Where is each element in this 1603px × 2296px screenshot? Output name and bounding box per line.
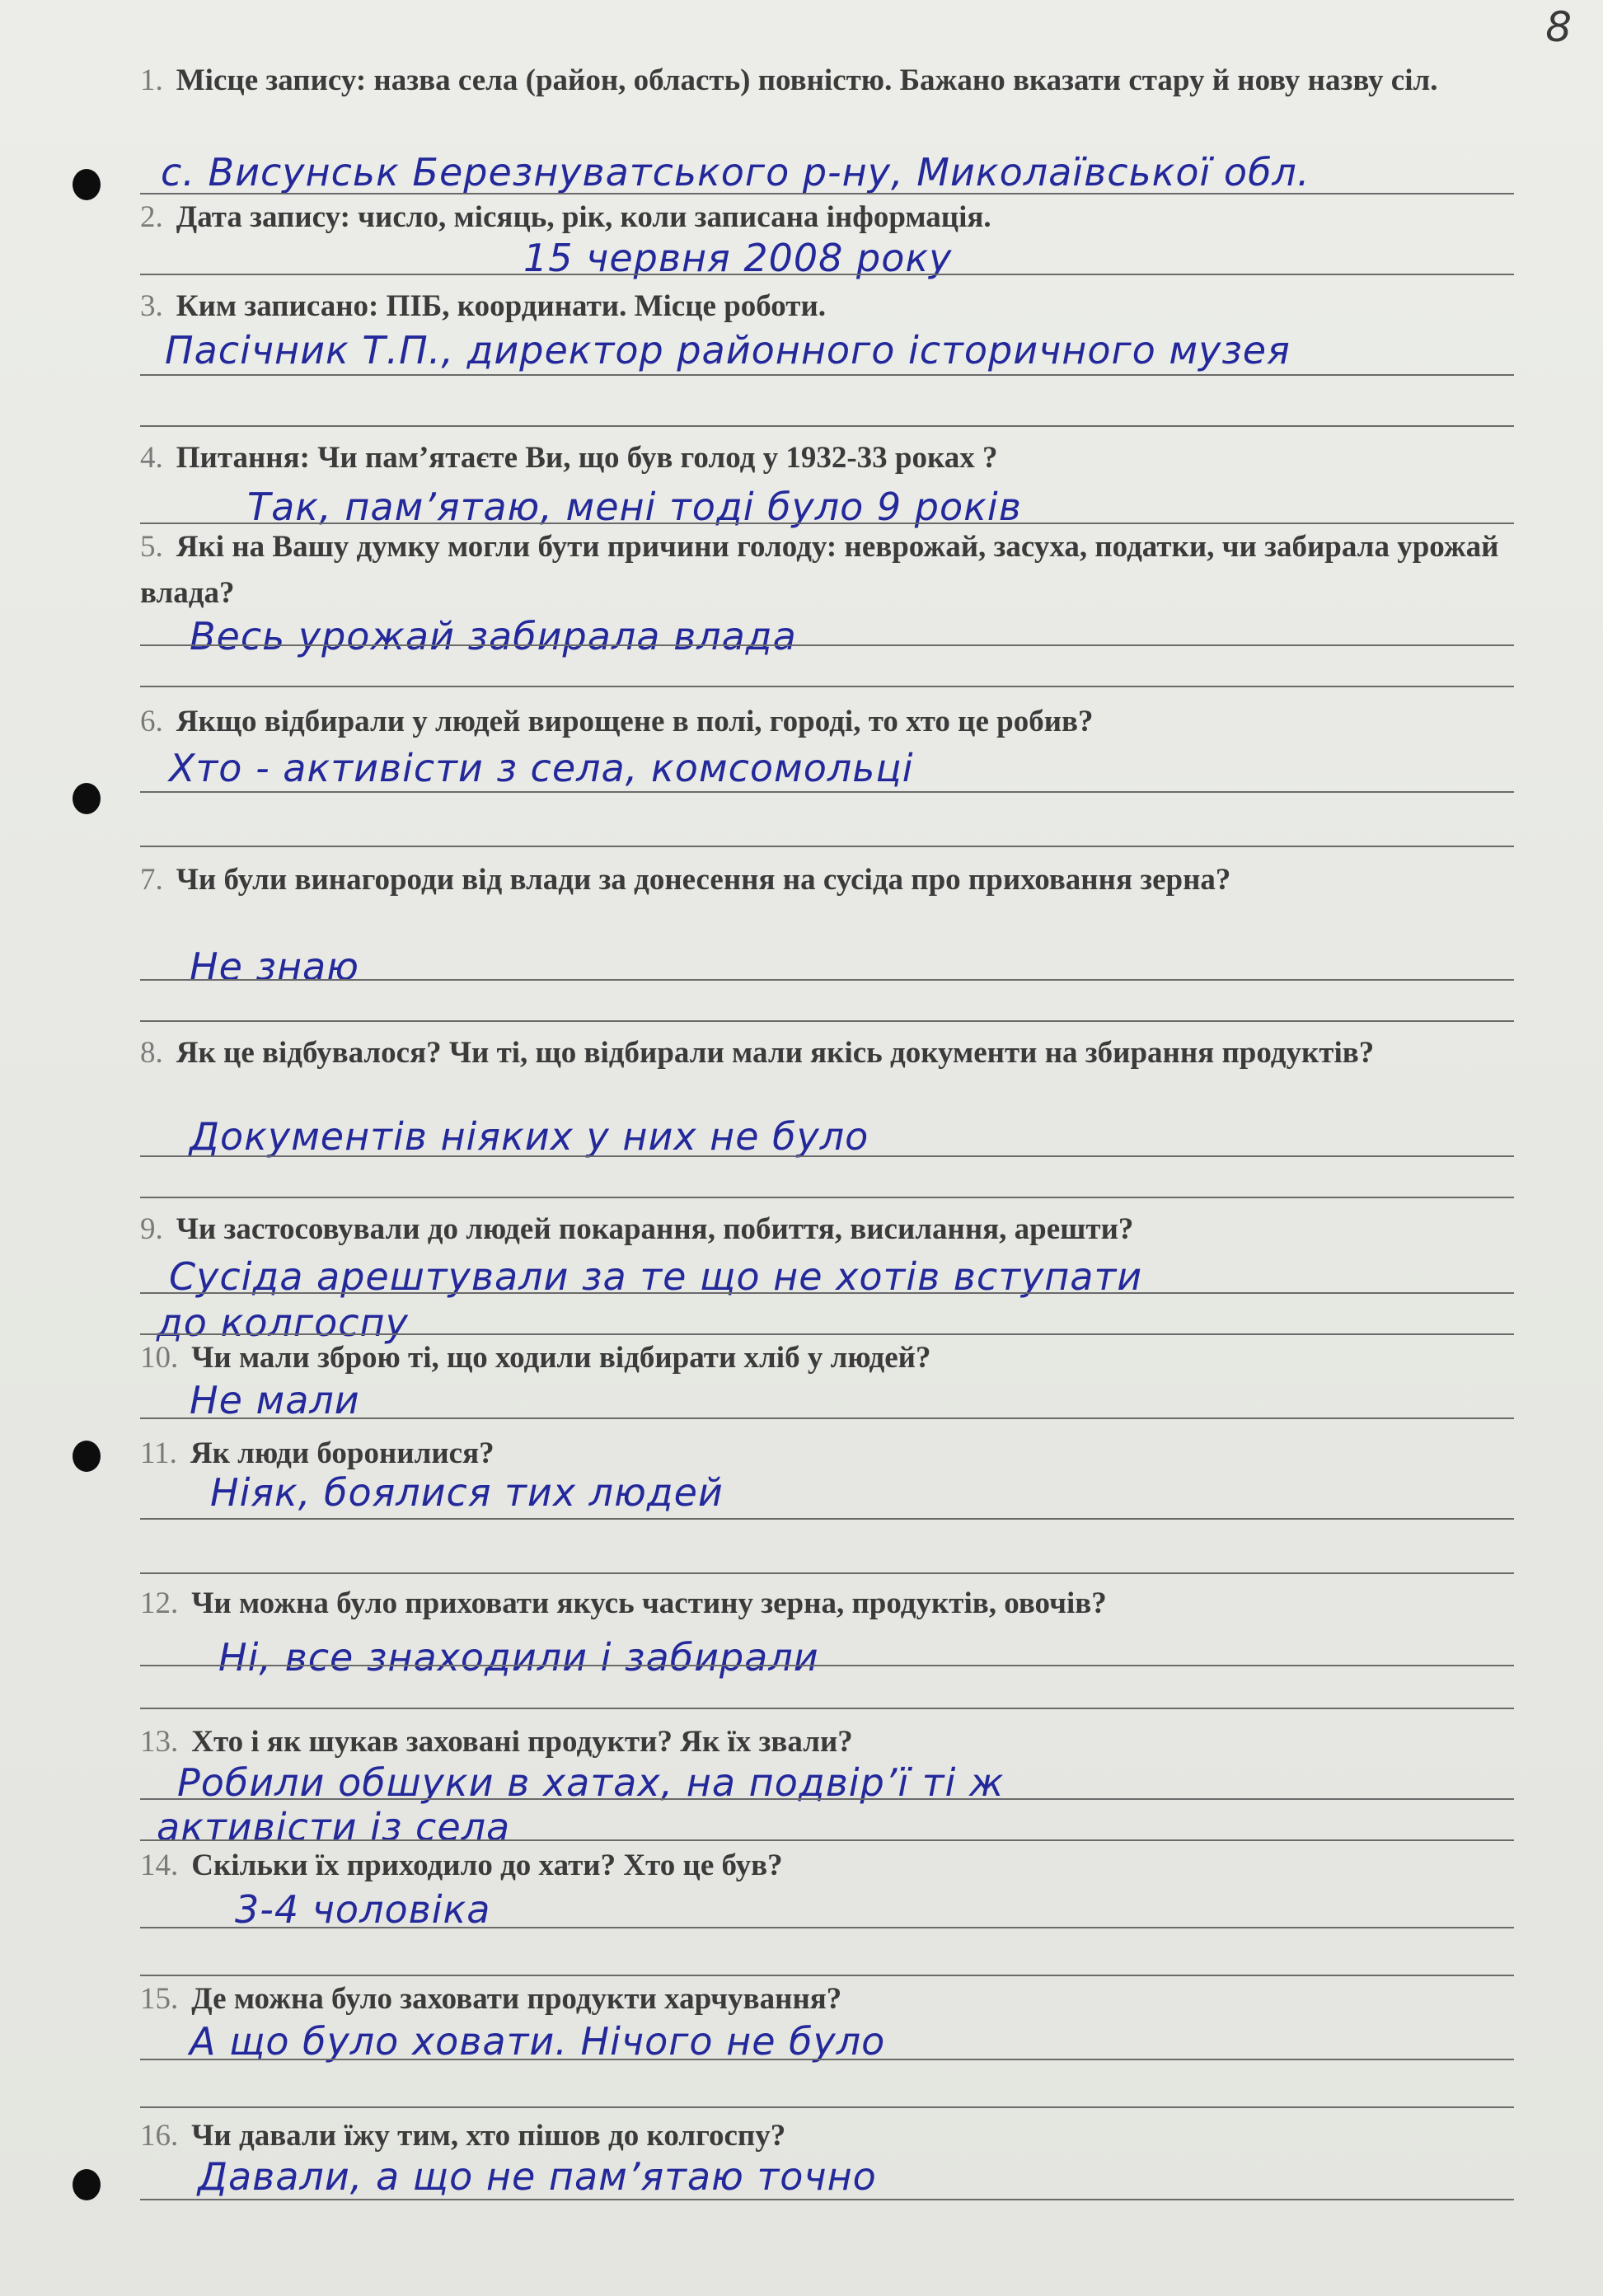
answer-15: А що було ховати. Нічого не було bbox=[190, 2019, 886, 2064]
answer-1: с. Висунськ Березнуватського р-ну, Миколаївської обл. bbox=[161, 150, 1310, 194]
answer-line bbox=[140, 791, 1514, 793]
answer-13-line-2: активісти із села bbox=[157, 1805, 511, 1849]
question-15: 15. Де можна було заховати продукти харчування? bbox=[140, 1982, 842, 2016]
answer-line bbox=[140, 686, 1514, 687]
question-11: 11. Як люди боронилися? bbox=[140, 1436, 494, 1470]
answer-6: Хто - активісти з села, комсомольці bbox=[169, 746, 914, 790]
question-7: 7. Чи були винагороди від влади за донесення на сусіда про приховання зерна? bbox=[140, 863, 1231, 897]
answer-2: 15 червня 2008 року bbox=[523, 236, 953, 280]
question-9: 9. Чи застосовували до людей покарання, побиття, висилання, арешти? bbox=[140, 1212, 1134, 1246]
question-1: 1. Місце запису: назва села (район, область) повністю. Бажано вказати стару й нову назву сіл. bbox=[140, 63, 1438, 97]
answer-line bbox=[140, 1197, 1514, 1198]
answer-10: Не мали bbox=[190, 1378, 360, 1422]
answer-line bbox=[140, 1020, 1514, 1022]
question-3: 3. Ким записано: ПІБ, координати. Місце роботи. bbox=[140, 289, 827, 323]
question-2: 2. Дата запису: число, місяць, рік, коли записана інформація. bbox=[140, 200, 991, 234]
question-13: 13. Хто і як шукав заховані продукти? Як їх звали? bbox=[140, 1725, 853, 1759]
question-6: 6. Якщо відбирали у людей вирощене в полі, городі, то хто це робив? bbox=[140, 705, 1094, 738]
answer-9-line-2: до колгоспу bbox=[157, 1300, 409, 1345]
answer-line bbox=[140, 1572, 1514, 1574]
answer-line bbox=[140, 1665, 1514, 1666]
punch-hole bbox=[73, 1441, 101, 1472]
answer-13-line-1: Робили обшуки в хатах, на подвір’ї ті ж bbox=[177, 1760, 1005, 1805]
answer-3: Пасічник Т.П., директор районного історичного музея bbox=[165, 328, 1291, 373]
answer-line bbox=[140, 2106, 1514, 2108]
answer-14: 3-4 чоловіка bbox=[235, 1887, 491, 1932]
answer-5: Весь урожай забирала влада bbox=[190, 614, 797, 658]
punch-hole bbox=[73, 169, 101, 200]
answer-line bbox=[140, 1708, 1514, 1709]
answer-line bbox=[140, 1927, 1514, 1928]
answer-line bbox=[140, 1155, 1514, 1157]
answer-line bbox=[140, 846, 1514, 847]
answer-7: Не знаю bbox=[190, 944, 359, 989]
answer-line bbox=[140, 1417, 1514, 1419]
answer-11: Ніяк, боялися тих людей bbox=[210, 1470, 724, 1515]
answer-line bbox=[140, 1292, 1514, 1294]
question-12: 12. Чи можна було приховати якусь частину зерна, продуктів, овочів? bbox=[140, 1586, 1107, 1620]
answer-9-line-1: Сусіда арештували за те що не хотів вступати bbox=[169, 1254, 1143, 1299]
question-8: 8. Як це відбувалося? Чи ті, що відбирали мали якісь документи на збирання продуктів? bbox=[140, 1036, 1375, 1070]
answer-line bbox=[140, 2059, 1514, 2060]
question-16: 16. Чи давали їжу тим, хто пішов до колгоспу? bbox=[140, 2119, 786, 2153]
answer-4: Так, пам’ятаю, мені тоді було 9 років bbox=[247, 485, 1022, 529]
answer-line bbox=[140, 274, 1514, 275]
punch-hole bbox=[73, 2169, 101, 2200]
answer-line bbox=[140, 374, 1514, 376]
answer-line bbox=[140, 979, 1514, 981]
answer-12: Ні, все знаходили і забирали bbox=[218, 1635, 819, 1680]
answer-line bbox=[140, 1518, 1514, 1520]
question-5: 5. Які на Вашу думку могли бути причини голоду: неврожай, засуха, податки, чи забирала урожай влада? bbox=[140, 530, 1499, 610]
question-14: 14. Скільки їх приходило до хати? Хто це був? bbox=[140, 1849, 783, 1882]
answer-line bbox=[140, 644, 1514, 646]
question-4: 4. Питання: Чи пам’ятаєте Ви, що був голод у 1932-33 роках ? bbox=[140, 441, 998, 475]
question-10: 10. Чи мали зброю ті, що ходили відбирати хліб у людей? bbox=[140, 1341, 931, 1375]
answer-8: Документів ніяких у них не було bbox=[190, 1114, 869, 1159]
answer-16: Давали, а що не пам’ятаю точно bbox=[198, 2154, 877, 2199]
punch-hole bbox=[73, 783, 101, 814]
answer-line bbox=[140, 2199, 1514, 2200]
answer-line bbox=[140, 1839, 1514, 1841]
answer-line bbox=[140, 1798, 1514, 1800]
page-number: 8 bbox=[1545, 3, 1572, 51]
answer-line bbox=[140, 425, 1514, 427]
